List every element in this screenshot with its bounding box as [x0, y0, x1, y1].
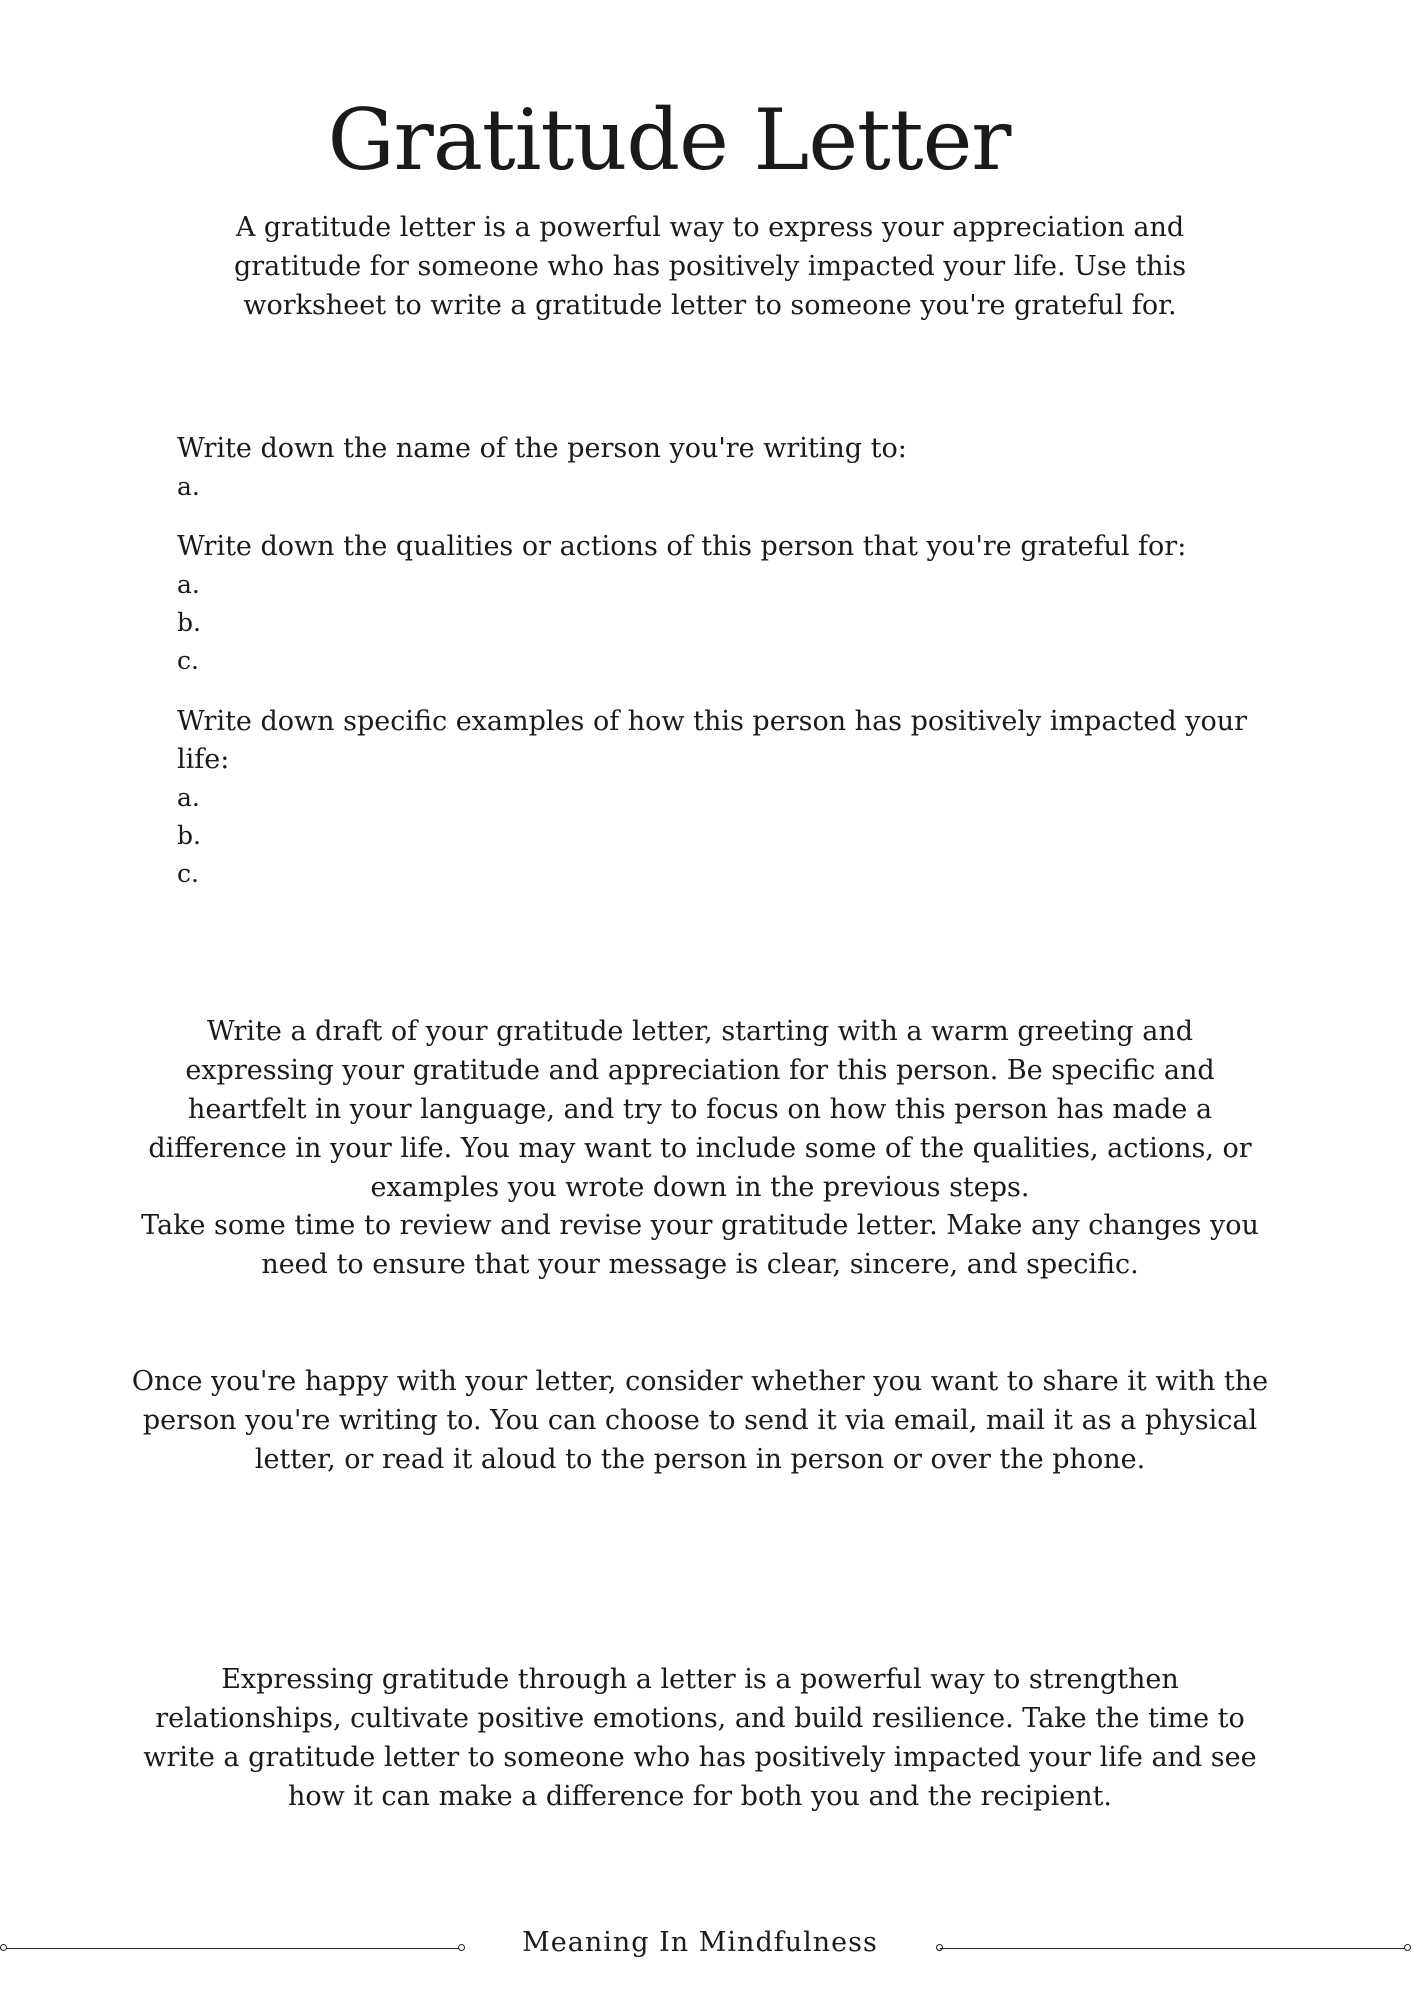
answer-line-a: a. — [177, 570, 200, 599]
closing-paragraph: Expressing gratitude through a letter is a powerful way to strengthen relationships, cultivate positive emotions, and build resilience. Take the time to write a gratitude letter to someone who has positively impacted your life and see how it can make a difference for both you and the recipient. — [143, 1664, 1257, 1812]
divider-end-dot — [0, 1944, 7, 1951]
share-instructions: Once you're happy with your letter, consider whether you want to share it with the person you're writing to. You can choose to send it via email, mail it as a physical letter, or read it aloud to the person in person or over the phone. — [131, 1366, 1269, 1475]
draft-instructions: Write a draft of your gratitude letter, starting with a warm greeting and expressing your gratitude and appreciation for this person. Be specific and heartfelt in your language, and try to focus on how this person has made a difference in your life. You may want to include some of the qualities, actions, or examples you wrote down in the previous steps. — [148, 1016, 1252, 1203]
footer-divider-right — [940, 1948, 1406, 1949]
footer-divider-left — [0, 1948, 460, 1949]
answer-list — [177, 566, 1297, 680]
question-label: Write down the name of the person you're writing to: — [177, 433, 907, 464]
page-title: Gratitude Letter — [327, 91, 1011, 189]
answer-line-a: a. — [177, 783, 200, 812]
question-person-name — [177, 430, 1297, 506]
answer-line-b: b. — [177, 821, 201, 850]
footer-brand: Meaning In Mindfulness — [522, 1927, 878, 1958]
revise-instructions: Take some time to review and revise your gratitude letter. Make any changes you need to ensure that your message is clear, sincere, and specific. — [141, 1210, 1259, 1280]
question-qualities — [177, 528, 1297, 680]
intro-paragraph: A gratitude letter is a powerful way to express your appreciation and gratitude for someone who has positively impacted your life. Use this worksheet to write a gratitude letter to someone you're grateful for. — [233, 212, 1187, 321]
question-label: Write down the qualities or actions of this person that you're grateful for: — [177, 531, 1187, 562]
answer-line-b: b. — [177, 608, 201, 637]
answer-list — [177, 779, 1297, 893]
divider-end-dot — [458, 1944, 465, 1951]
answer-list — [177, 468, 1297, 506]
question-examples — [177, 703, 1297, 893]
answer-line-a: a. — [177, 472, 200, 501]
answer-line-c: c. — [177, 859, 199, 888]
divider-end-dot — [1404, 1944, 1411, 1951]
answer-line-c: c. — [177, 646, 199, 675]
question-label: Write down specific examples of how this person has positively impacted your life: — [177, 706, 1248, 775]
